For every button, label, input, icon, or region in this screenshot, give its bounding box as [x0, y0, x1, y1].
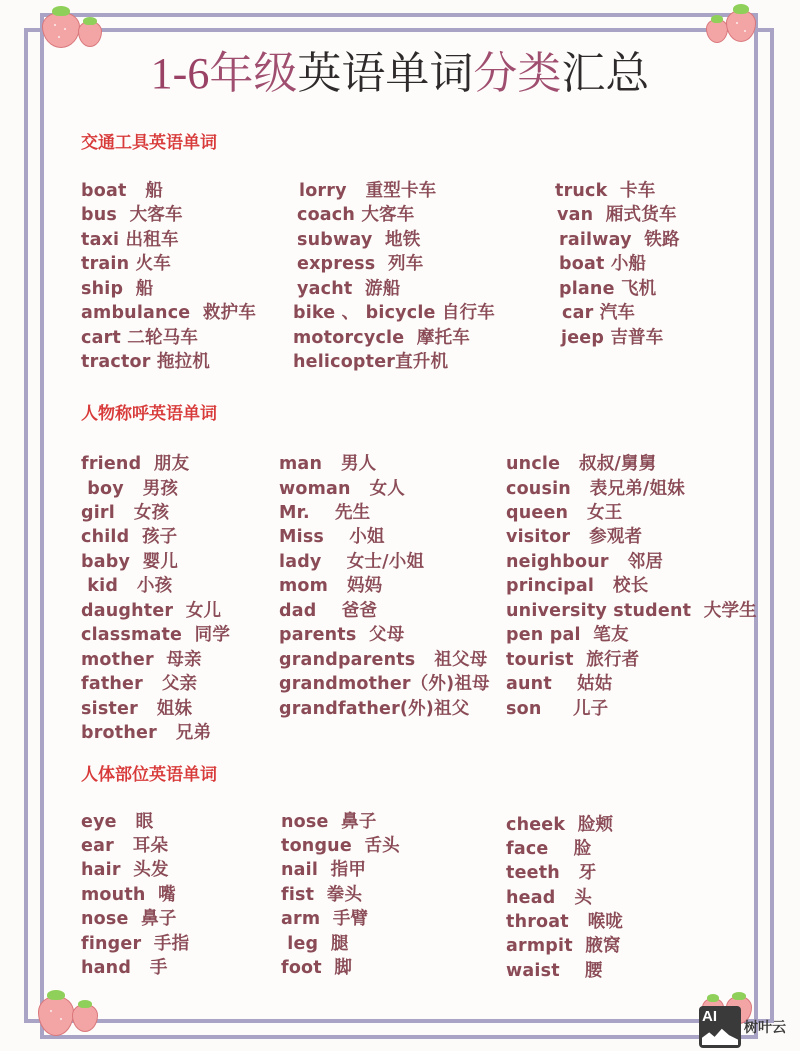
- word-item: man 男人: [279, 454, 377, 474]
- word-item: mom 妈妈: [279, 576, 383, 596]
- word-item: eye 眼: [81, 812, 154, 832]
- section-heading-body-parts: 人体部位英语单词: [81, 765, 217, 785]
- word-item: mouth 嘴: [81, 885, 176, 905]
- strawberry-icon: [72, 1000, 98, 1032]
- title-grade-range: 1-6: [150, 49, 210, 98]
- word-item: taxi 出租车: [81, 230, 179, 250]
- word-item: son 儿子: [506, 699, 609, 719]
- title-summary: 汇总: [561, 48, 650, 99]
- word-item: teeth 牙: [506, 863, 597, 883]
- word-item: uncle 叔叔/舅舅: [506, 454, 657, 474]
- word-item: bus 大客车: [81, 205, 183, 225]
- word-item: boy 男孩: [81, 479, 179, 499]
- word-item: truck 卡车: [555, 181, 656, 201]
- word-item: nail 指甲: [281, 860, 367, 880]
- word-item: nose 鼻子: [281, 812, 377, 832]
- watermark: [699, 1006, 786, 1048]
- word-item: express 列车: [297, 254, 424, 274]
- word-item: fist 拳头: [281, 885, 363, 905]
- word-item: armpit 腋窝: [506, 936, 621, 956]
- word-item: cousin 表兄弟/姐妹: [506, 479, 685, 499]
- word-item: principal 校长: [506, 576, 649, 596]
- word-item: baby 婴儿: [81, 552, 179, 572]
- strawberry-icon: [78, 17, 102, 47]
- title-english-words: 英语单词: [297, 48, 474, 99]
- word-item: grandparents 祖父母: [279, 650, 488, 670]
- word-item: cheek 脸颊: [506, 815, 614, 835]
- word-item: cart 二轮马车: [81, 328, 199, 348]
- word-item: boat 小船: [559, 254, 647, 274]
- word-item: train 火车: [81, 254, 171, 274]
- word-item: motorcycle 摩托车: [293, 328, 470, 348]
- word-item: neighbour 邻居: [506, 552, 664, 572]
- word-item: ear 耳朵: [81, 836, 169, 856]
- word-item: child 孩子: [81, 527, 178, 547]
- word-item: face 脸: [506, 839, 592, 859]
- word-item: hair 头发: [81, 860, 169, 880]
- word-item: hand 手: [81, 958, 168, 978]
- word-item: finger 手指: [81, 934, 190, 954]
- word-item: leg 腿: [281, 934, 349, 954]
- word-item: parents 父母: [279, 625, 405, 645]
- word-item: girl 女孩: [81, 503, 170, 523]
- word-item: throat 喉咙: [506, 912, 624, 932]
- word-item: subway 地铁: [297, 230, 421, 250]
- word-item: grandfather(外)祖父: [279, 699, 470, 719]
- word-item: helicopter直升机: [293, 352, 449, 372]
- word-item: boat 船: [81, 181, 164, 201]
- word-item: mother 母亲: [81, 650, 202, 670]
- word-item: railway 铁路: [559, 230, 680, 250]
- word-item: university student 大学生: [506, 601, 757, 621]
- word-item: waist 腰: [506, 961, 603, 981]
- word-item: tongue 舌头: [281, 836, 400, 856]
- word-item: woman 女人: [279, 479, 405, 499]
- word-item: Mr. 先生: [279, 503, 371, 523]
- word-item: foot 脚: [281, 958, 353, 978]
- word-item: Miss 小姐: [279, 527, 385, 547]
- word-item: brother 兄弟: [81, 723, 212, 743]
- word-item: bike 、 bicycle 自行车: [293, 303, 495, 323]
- word-item: coach 大客车: [297, 205, 415, 225]
- ai-logo-icon: AI: [699, 1006, 741, 1048]
- word-item: lorry 重型卡车: [299, 181, 437, 201]
- word-item: aunt 姑姑: [506, 674, 613, 694]
- word-item: head 头: [506, 888, 593, 908]
- word-item: car 汽车: [562, 303, 636, 323]
- title-category: 分类: [473, 48, 562, 99]
- section-heading-people: 人物称呼英语单词: [81, 404, 217, 424]
- word-item: tourist 旅行者: [506, 650, 640, 670]
- word-item: plane 飞机: [559, 279, 657, 299]
- word-item: pen pal 笔友: [506, 625, 629, 645]
- word-item: arm 手臂: [281, 909, 369, 929]
- word-item: lady 女士/小姐: [279, 552, 425, 572]
- word-item: van 厢式货车: [557, 205, 677, 225]
- word-item: kid 小孩: [81, 576, 173, 596]
- word-item: tractor 拖拉机: [81, 352, 210, 372]
- word-item: daughter 女儿: [81, 601, 222, 621]
- word-item: queen 女王: [506, 503, 623, 523]
- page-title: [0, 44, 800, 104]
- word-item: ship 船: [81, 279, 154, 299]
- watermark-label: 树叶云: [744, 1020, 786, 1036]
- word-item: nose 鼻子: [81, 909, 177, 929]
- word-item: sister 姐妹: [81, 699, 193, 719]
- word-item: ambulance 救护车: [81, 303, 257, 323]
- word-item: father 父亲: [81, 674, 198, 694]
- strawberry-icon: [706, 15, 728, 43]
- word-item: grandmother（外)祖母: [279, 674, 490, 694]
- word-item: dad 爸爸: [279, 601, 378, 621]
- word-item: classmate 同学: [81, 625, 231, 645]
- word-item: yacht 游船: [297, 279, 401, 299]
- word-item: visitor 参观者: [506, 527, 643, 547]
- strawberry-icon: [38, 990, 74, 1036]
- word-item: friend 朋友: [81, 454, 190, 474]
- title-grade: 年级: [209, 48, 298, 99]
- section-heading-transport: 交通工具英语单词: [81, 133, 217, 153]
- strawberry-icon: [42, 6, 80, 48]
- strawberry-icon: [726, 4, 756, 42]
- word-item: jeep 吉普车: [561, 328, 664, 348]
